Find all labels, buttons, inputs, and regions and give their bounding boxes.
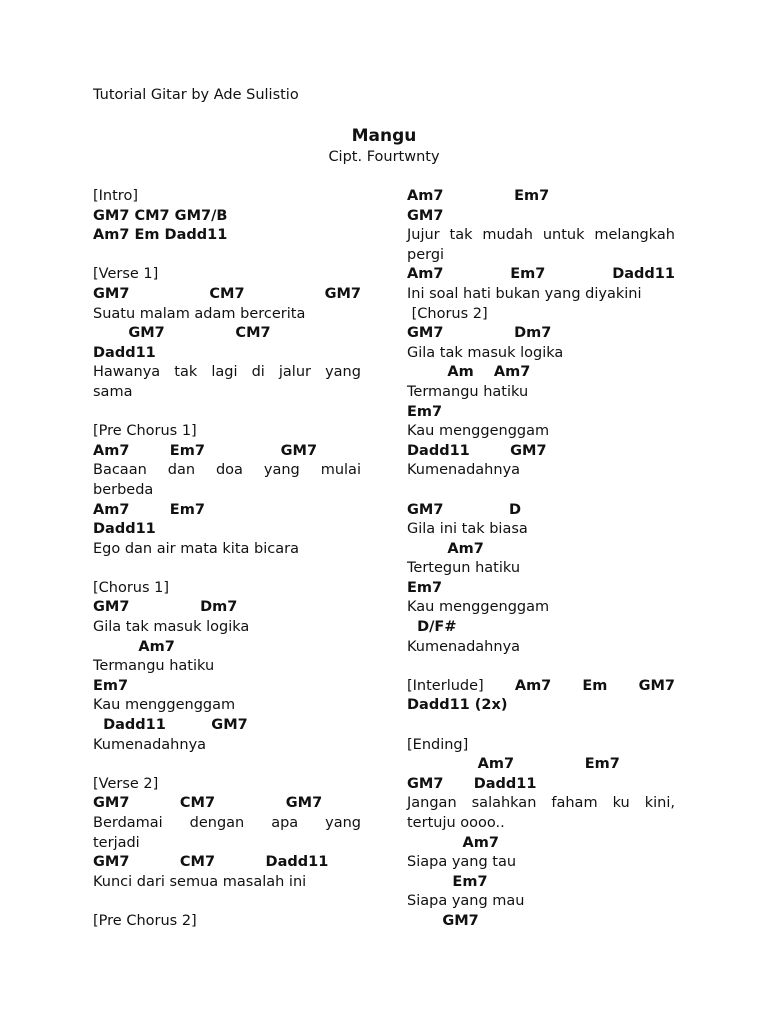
chord-line: Am7 Em7 (93, 501, 205, 518)
chord-line: Am7 (93, 638, 175, 655)
chord-line: Dadd11 (2x) (407, 697, 508, 714)
lyric-line: Kau menggenggam (407, 599, 550, 616)
lyric-line: pergi (407, 246, 445, 263)
song-title: Mangu (351, 126, 417, 146)
lyric-line: Ini soal hati bukan yang diyakini (407, 285, 642, 302)
chord-line: Am7 (407, 834, 499, 851)
right-column (407, 187, 675, 932)
lyric-line: terjadi (93, 834, 140, 851)
chord-line: GM7 Dm7 (407, 325, 552, 342)
chord-line: Am7 Em7 GM7 (93, 442, 318, 459)
lyric-line: [Chorus 2] (407, 305, 488, 322)
lyric-line: [Pre Chorus 2] (93, 912, 197, 929)
chord-line: GM7 (407, 207, 444, 224)
song-author: Cipt. Fourtwnty (328, 149, 440, 165)
lyric-line (93, 461, 361, 481)
line-word: [Interlude] (407, 677, 484, 694)
lyric-line: [Pre Chorus 1] (93, 423, 197, 440)
line-word: melangkah (594, 227, 675, 244)
chord-line: Am7 Em Dadd11 (93, 227, 228, 244)
line-word: yang (325, 364, 361, 381)
line-word: yang (325, 815, 361, 831)
lyric-line: Termangu hatiku (407, 383, 529, 400)
line-word: salahkan (471, 795, 537, 812)
lyric-line (407, 794, 675, 814)
line-word: doa (215, 462, 243, 479)
line-word: CM7 (209, 285, 245, 302)
chord-line (93, 285, 361, 305)
lyric-line: Ego dan air mata kita bicara (93, 540, 299, 557)
chord-line: Em7 (407, 403, 443, 420)
lyric-line: Gila tak masuk logika (407, 344, 564, 361)
chord-line (407, 265, 675, 285)
chord-line: GM7 Dadd11 (407, 775, 537, 792)
lyric-line: Tertegun hatiku (407, 560, 521, 577)
chord-line: Am7 Em7 (407, 188, 550, 204)
lyric-line (407, 677, 675, 697)
blank-line (93, 755, 361, 775)
header-credit: Tutorial Gitar by Ade Sulistio (93, 87, 299, 103)
line-word: Hawanya (93, 364, 161, 381)
chord-line: Em7 (93, 677, 129, 694)
blank-line (93, 892, 361, 912)
line-word: Berdamai (93, 815, 163, 831)
line-word: apa (271, 815, 299, 831)
chord-line: GM7 CM7 Dadd11 (93, 854, 329, 871)
chord-line: Dadd11 GM7 (407, 442, 547, 459)
line-word: tak (449, 227, 473, 244)
lyric-line: Kumenadahnya (407, 462, 521, 479)
blank-line (93, 559, 361, 579)
chord-line: Dadd11 (93, 344, 156, 361)
lyric-line: berbeda (93, 481, 154, 498)
left-column (93, 187, 361, 932)
line-word: Em (582, 677, 608, 694)
lyric-line: Kumenadahnya (93, 736, 207, 753)
lyric-line: [Verse 1] (93, 266, 159, 283)
line-word: yang (263, 462, 300, 479)
line-word: mudah (482, 227, 533, 244)
line-word: mulai (320, 462, 361, 479)
line-word: Am7 (407, 266, 444, 283)
line-word: faham (551, 795, 598, 812)
line-word: untuk (542, 227, 585, 244)
line-word: GM7 (638, 677, 675, 694)
line-word: ku (612, 795, 630, 812)
blank-line (407, 657, 675, 677)
lyric-line: [Ending] (407, 736, 469, 753)
line-word: kini, (644, 795, 675, 812)
chord-line: Em7 (407, 873, 488, 890)
chord-line: GM7 CM7 (93, 325, 271, 342)
chord-line: GM7 Dm7 (93, 599, 238, 616)
lyric-line: Kumenadahnya (407, 638, 521, 655)
line-word: Jujur (407, 227, 440, 244)
lyric-line: Kau menggenggam (93, 697, 236, 714)
line-word: tak (174, 364, 198, 381)
line-word: Am7 (514, 677, 552, 694)
lyric-line: [Verse 2] (93, 775, 159, 792)
lyric-line: Gila ini tak biasa (407, 521, 528, 538)
chord-line: Dadd11 GM7 (93, 717, 248, 734)
line-word: Dadd11 (612, 266, 675, 283)
chord-line: Am7 Em7 (407, 756, 620, 773)
lyric-line: Suatu malam adam bercerita (93, 305, 306, 322)
chord-line: GM7 (407, 912, 479, 929)
chord-line: GM7 D (407, 501, 522, 518)
line-word: dengan (189, 815, 245, 831)
lyric-line: Siapa yang tau (407, 854, 517, 871)
line-word: Em7 (510, 266, 546, 283)
lyric-line (93, 814, 361, 834)
lyric-line: [Intro] (93, 188, 138, 204)
lyric-line: Kau menggenggam (407, 423, 550, 440)
line-word: jalur (278, 364, 311, 381)
chord-line: GM7 CM7 GM7/B (93, 207, 228, 224)
chord-line: GM7 CM7 GM7 (93, 795, 323, 812)
line-word: GM7 (93, 285, 130, 302)
line-word: Jangan (407, 795, 457, 812)
lyric-line: [Chorus 1] (93, 579, 170, 596)
chord-line: D/F# (407, 619, 457, 636)
line-word: dan (167, 462, 196, 479)
line-word: GM7 (324, 285, 361, 302)
chord-line: Am7 (407, 540, 484, 557)
line-word: lagi (211, 364, 238, 381)
lyric-line: Kunci dari semua masalah ini (93, 873, 307, 890)
lyric-line (407, 226, 675, 246)
chord-line: Am Am7 (407, 364, 531, 381)
lyric-line (93, 363, 361, 383)
lyric-line: Gila tak masuk logika (93, 619, 250, 636)
blank-line (93, 246, 361, 266)
line-word: Bacaan (93, 462, 147, 479)
line-word: di (251, 364, 265, 381)
lyric-line: sama (93, 383, 133, 400)
chord-line: Dadd11 (93, 521, 156, 538)
lyric-line: tertuju oooo.. (407, 815, 505, 831)
lyric-line: Siapa yang mau (407, 893, 525, 910)
blank-line (407, 716, 675, 736)
chord-line: Em7 (407, 579, 443, 596)
blank-line (407, 481, 675, 501)
blank-line (93, 403, 361, 423)
lyric-line: Termangu hatiku (93, 658, 215, 675)
